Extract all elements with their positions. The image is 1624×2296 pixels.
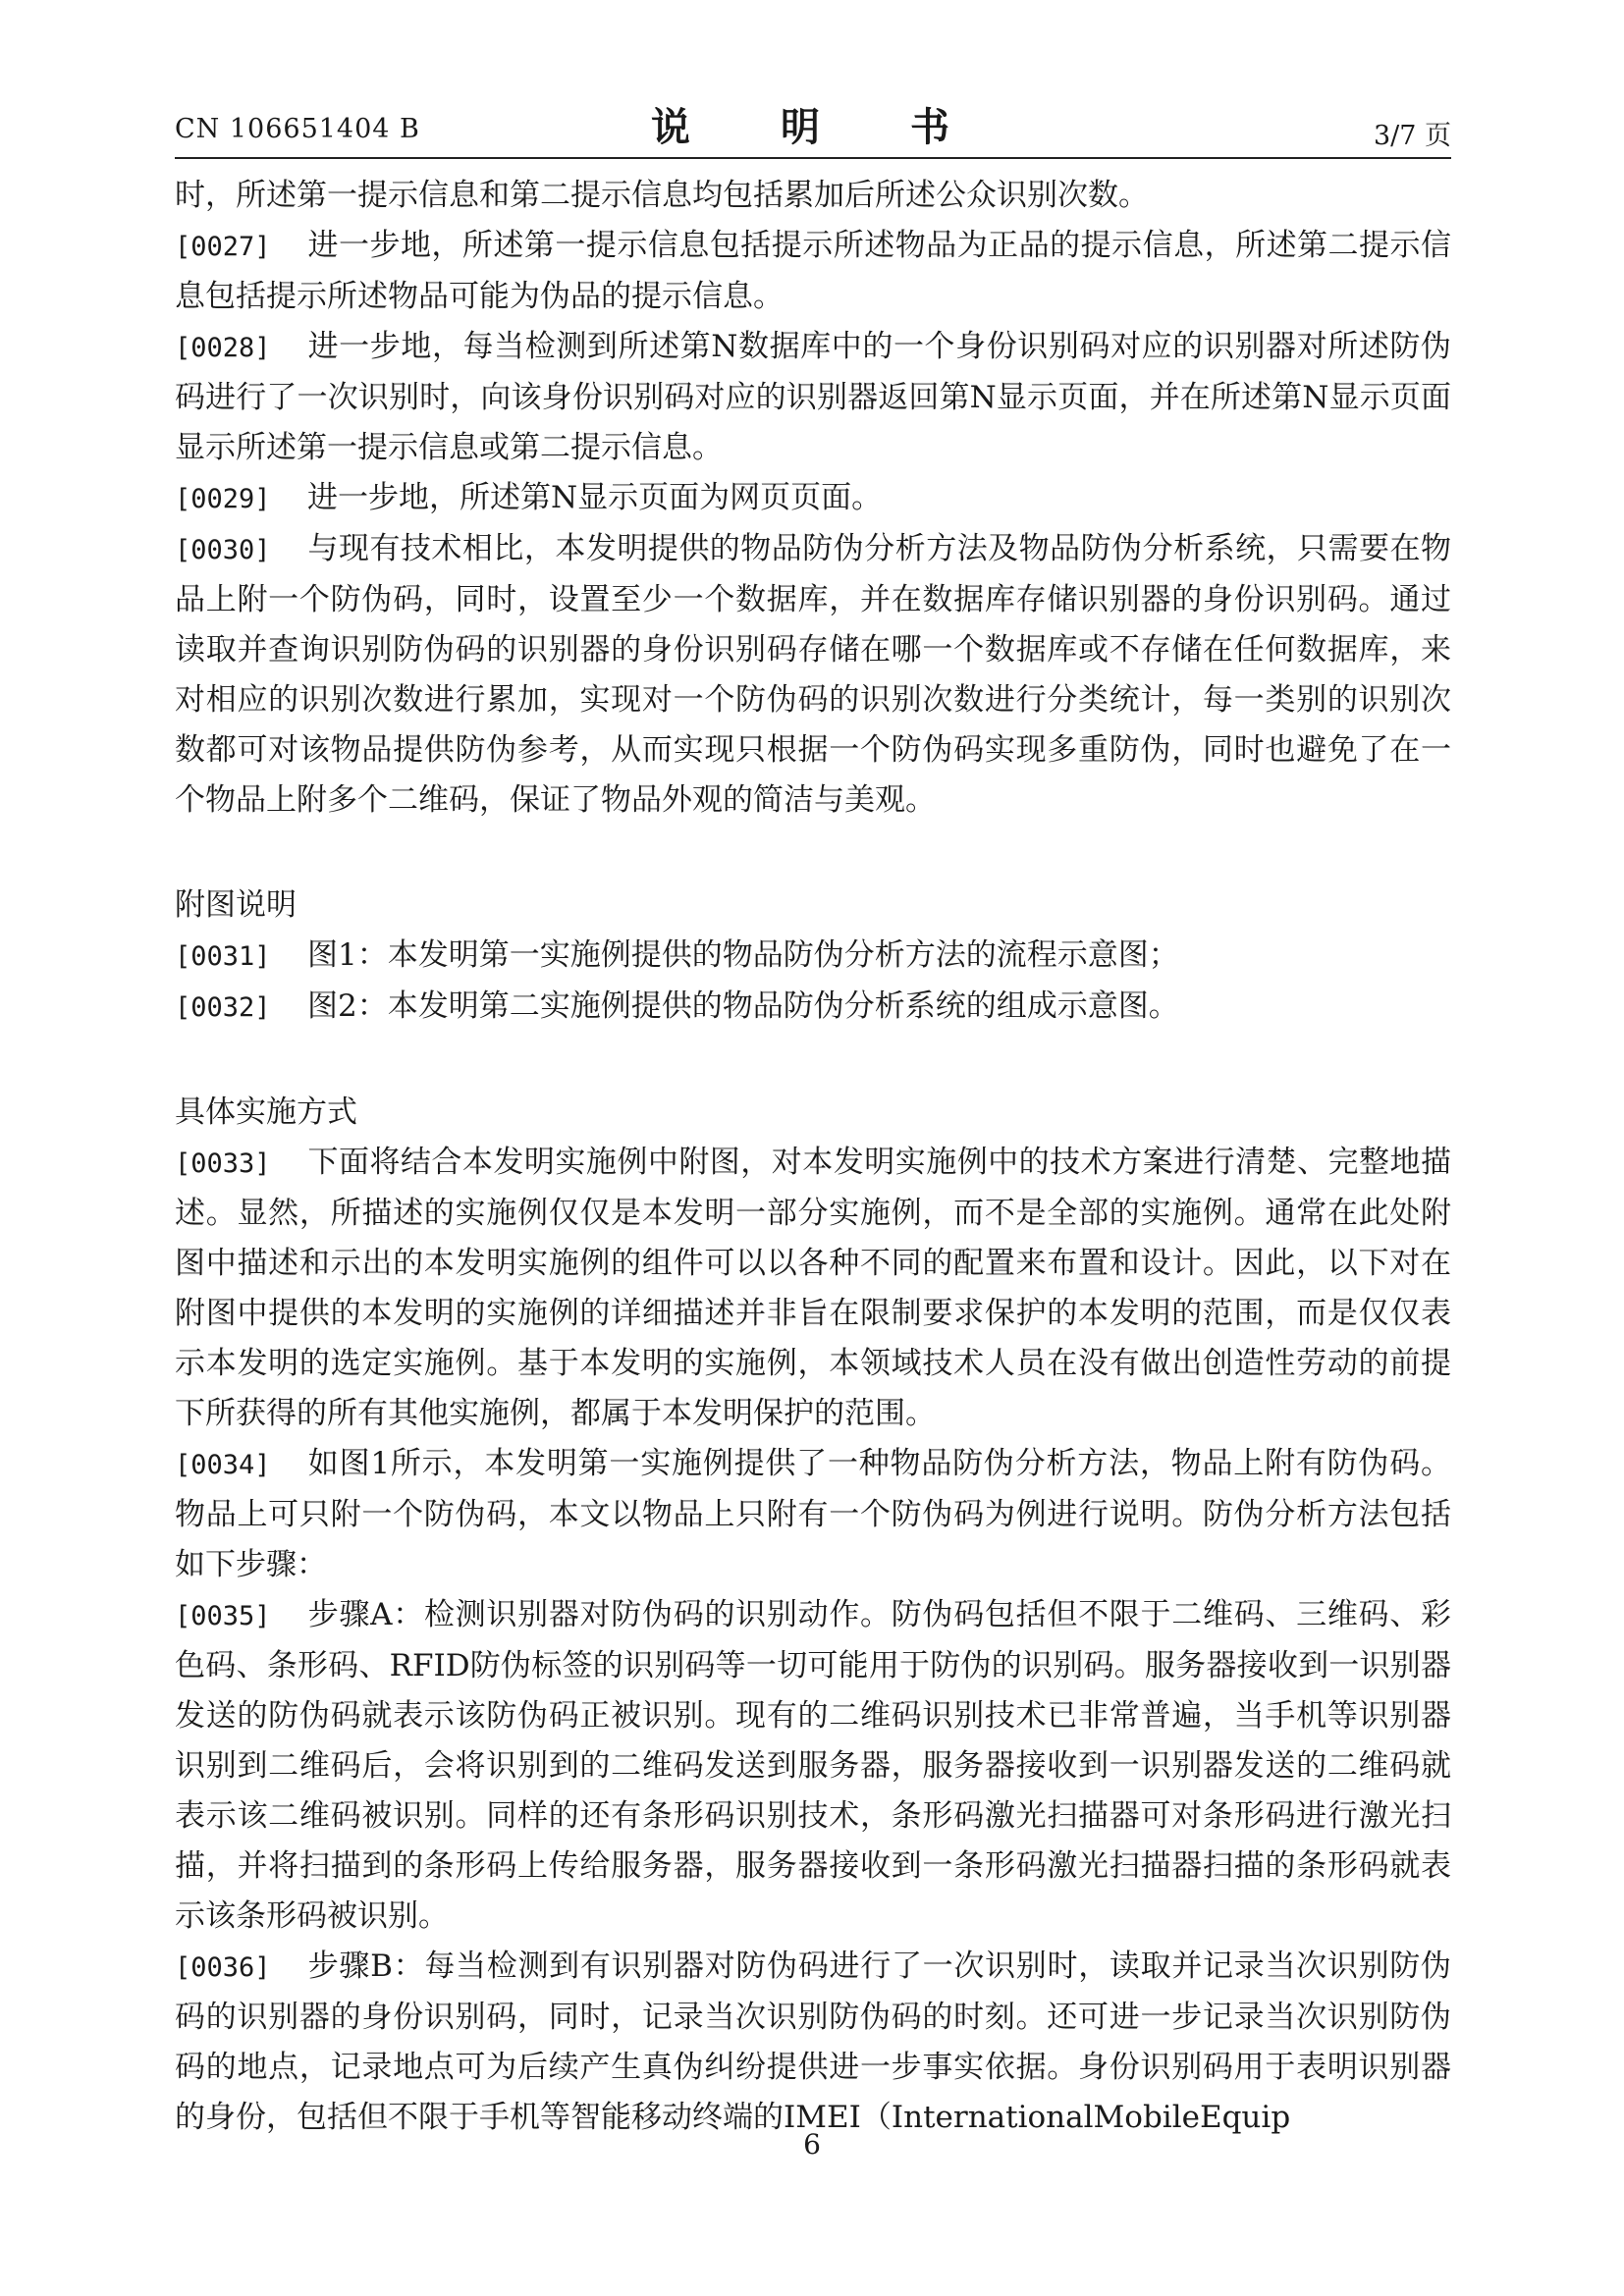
paragraph-number: [0036] [175, 1952, 271, 1983]
paragraph-text: 步骤B：每当检测到有识别器对防伪码进行了一次识别时，读取并记录当次识别防伪码的识别器的身份识别码，同时，记录当次识别防伪码的时刻。还可进一步记录当次识别防伪码的地点，记录地点可为后续产生真伪纠纷提供进一步事实依据。身份识别码用于表明识别器的身份，包括但不限于手机等智能移动终端的IMEI（InternationalMobileEquip [175, 1949, 1451, 2135]
paragraph-continuation [175, 171, 1451, 221]
paragraph-text: 图1：本发明第一实施例提供的物品防伪分析方法的流程示意图； [307, 937, 1179, 973]
paragraph-text: 进一步地，所述第N显示页面为网页页面。 [307, 480, 883, 515]
document-body [175, 171, 1451, 2143]
paragraph-number: [0031] [175, 941, 271, 972]
paragraph-text: 下面将结合本发明实施例中附图，对本发明实施例中的技术方案进行清楚、完整地描述。显然，所描述的实施例仅仅是本发明一部分实施例，而不是全部的实施例。通常在此处附图中描述和示出的本发明实施例的组件可以以各种不同的配置来布置和设计。因此，以下对在附图中提供的本发明的实施例的详细描述并非旨在限制要求保护的本发明的范围，而是仅仅表示本发明的选定实施例。基于本发明的实施例，本领域技术人员在没有做出创造性劳动的前提下所获得的所有其他实施例，都属于本发明保护的范围。 [175, 1145, 1451, 1431]
header-rule [175, 157, 1451, 159]
paragraph-0036 [175, 1942, 1451, 2143]
paragraph-text: 进一步地，所述第一提示信息包括提示所述物品为正品的提示信息，所述第二提示信息包括提示所述物品可能为伪品的提示信息。 [175, 228, 1451, 314]
paragraph-0029 [175, 473, 1451, 524]
paragraph-text: 步骤A：检测识别器对防伪码的识别动作。防伪码包括但不限于二维码、三维码、彩色码、条形码、RFID防伪标签的识别码等一切可能用于防伪的识别码。服务器接收到一识别器发送的防伪码就表示该防伪码正被识别。现有的二维码识别技术已非常普遍，当手机等识别器识别到二维码后，会将识别到的二维码发送到服务器，服务器接收到一识别器发送的二维码就表示该二维码被识别。同样的还有条形码识别技术，条形码激光扫描器可对条形码进行激光扫描，并将扫描到的条形码上传给服务器，服务器接收到一条形码激光扫描器扫描的条形码就表示该条形码被识别。 [175, 1597, 1451, 1934]
paragraph-number: [0027] [175, 232, 271, 262]
document-title: 说 明 书 [651, 104, 975, 150]
paragraph-0028 [175, 322, 1451, 473]
paragraph-0034 [175, 1439, 1451, 1590]
paragraph-0033 [175, 1138, 1451, 1439]
page-header [175, 96, 1451, 157]
paragraph-0027 [175, 221, 1451, 322]
paragraph-number: [0034] [175, 1450, 271, 1480]
page-indicator: 3/7 页 [1373, 121, 1451, 151]
paragraph-text: 时，所述第一提示信息和第二提示信息均包括累加后所述公众识别次数。 [175, 178, 1149, 213]
section-gap [175, 1033, 1451, 1088]
paragraph-number: [0033] [175, 1148, 271, 1179]
paragraph-number: [0030] [175, 535, 271, 565]
paragraph-number: [0029] [175, 484, 271, 514]
paragraph-text: 进一步地，每当检测到所述第N数据库中的一个身份识别码对应的识别器对所述防伪码进行了一次识别时，向该身份识别码对应的识别器返回第N显示页面，并在所述第N显示页面显示所述第一提示信息或第二提示信息。 [175, 329, 1451, 465]
paragraph-text: 如图1所示，本发明第一实施例提供了一种物品防伪分析方法，物品上附有防伪码。物品上可只附一个防伪码，本文以物品上只附有一个防伪码为例进行说明。防伪分析方法包括如下步骤： [175, 1446, 1451, 1582]
section-gap [175, 826, 1451, 881]
paragraph-number: [0028] [175, 333, 271, 363]
page-number: 6 [803, 2128, 821, 2161]
section-title-embodiments: 具体实施方式 [175, 1095, 357, 1130]
paragraph-number: [0032] [175, 992, 271, 1023]
paragraph-0031 [175, 931, 1451, 982]
paragraph-0030 [175, 524, 1451, 826]
paragraph-number: [0035] [175, 1601, 271, 1631]
paragraph-text: 图2：本发明第二实施例提供的物品防伪分析系统的组成示意图。 [307, 988, 1179, 1024]
paragraph-text: 与现有技术相比，本发明提供的物品防伪分析方法及物品防伪分析系统，只需要在物品上附一个防伪码，同时，设置至少一个数据库，并在数据库存储识别器的身份识别码。通过读取并查询识别防伪码的识别器的身份识别码存储在哪一个数据库或不存储在任何数据库，来对相应的识别次数进行累加，实现对一个防伪码的识别次数进行分类统计，每一类别的识别次数都可对该物品提供防伪参考，从而实现只根据一个防伪码实现多重防伪，同时也避免了在一个物品上附多个二维码，保证了物品外观的简洁与美观。 [175, 531, 1451, 818]
paragraph-0035 [175, 1590, 1451, 1942]
paragraph-0032 [175, 982, 1451, 1033]
patent-number: CN 106651404 B [175, 114, 420, 144]
section-title-figures: 附图说明 [175, 887, 297, 923]
